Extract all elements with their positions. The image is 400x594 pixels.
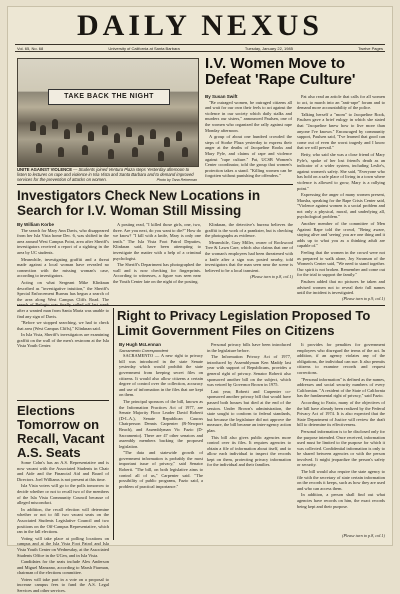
volume-number: Vol. 65, No. 68 [17, 46, 44, 51]
paragraph: The principal sponsors of the bill, known as the Information Practices Act of 1977, are Senate Majority Floor Leader David Roberti (D-L.A.), Senate Republican Caucus Chairperson Dennis Carpenter (R-Newport Beach), and Assemblyman Vic Fazio (D-Sacramento). There are 47 other senators and assembly members backing the proposed legislation. [119, 398, 203, 449]
photo-caption: UNITE AGAINST VIOLENCE — Students joined Ventura Plaza steps Yesterday afternoon to listen to lectures on rape and violence in Isla Vista and Santa Barbara and to demand improved services for the prevention of attacks on women. [17, 167, 194, 182]
paragraph: "Personal information" is defined as the names, addresses and social security numbers of every Californian. "A resident of the State of California has the fundamental right of privacy," said Fazio. [297, 376, 385, 399]
privacy-headline: Right to Privacy Legislation Proposed To Limit Government Files on Citizens [117, 308, 371, 338]
elections-headline: Elections Tomorrow on Recall, Vacant A.S. Seats [17, 403, 105, 460]
paragraph: A posting read, "I killed those girls, one, two, three. Are you next, do you want to die?" How do we know? "I kill with a knife, Mary is only one tenth." The Isla Vista Foot Patrol Deputies, Klinknan said, have been attempting to investigate the matter with a help of a criminal psychologist. [113, 222, 201, 261]
newspaper-page [7, 6, 393, 594]
photo-credit: Photo by Tana Reineman [156, 178, 197, 182]
paragraph: Candidates for the seats include Alex Anderson and Miguel Manzano, according to Marsh Fiarman, chairman of the elections committee. [17, 559, 109, 576]
caption-text: Students joined Ventura Plaza steps Yesterday afternoon to listen to lectures on rape and violence in Isla Vista and Santa Barbara and to demand improved services for the prevention of attacks on women. [17, 167, 194, 182]
paragraph: Voting will take place at polling locations on campus and at the Isla Vista Foot Patrol and Isla Vista Youth Center on Wednesday, at the Associated Students Office in the UCen, and in Isla Vista. [17, 535, 109, 558]
paragraph: In Isla Vista, Sheriff's investigators are examining graffiti on the wall of the men's restroom at the Isla Vista Youth Center. [17, 332, 109, 349]
paragraph: Klinknan, the detective's bureau believes the graffiti is the work of a prankster, but is checking the photographs as evidence. [205, 222, 293, 239]
school-name: University of California at Santa Barbara [108, 46, 180, 51]
paragraph: Voters will take part in a vote on a proposal to increase campus fees to fund the A.S. Legal Services and other services. [17, 576, 109, 594]
paragraph: "Be outraged women, be outraged citizens all and wait for our own their feels to act against the violence in our society which daily stalks and murders our sisters," announced Paulsen, one of the women who organized the rally against rape Monday afternoon. [205, 99, 292, 133]
rally-photo [17, 58, 199, 167]
paragraph: "Before we stopped searching, we had to check that area (West Campus Cliffs)," Klinknan said. [17, 320, 109, 331]
paragraph: It provides for penalties for government employees who disregard the terms of the act. In addition, if an agency violates any of the obligations, the individual can sue. It also permits citizens to examine records and request corrections. [297, 342, 385, 375]
story2-col-1 [17, 222, 109, 349]
paragraph: "The data and statewide growth of government information is probably the most important issue of privacy," said Senator Roberti. "The bill, on both legislative aims to control all of us," Carpenter said. "The possibility of public programs, Fazio said, a problem of practical importance." [119, 450, 203, 489]
paragraph: Personal privacy bills have been introduced in the legislature before. [207, 342, 291, 353]
paragraph: Personal information is to be disclosed only for the purpose intended. Once received, information used must be limited to the purpose for which it was collected. Confidential information is only to be shared between agencies or with the person involved. It might jeopardize the person's safety or security. [297, 428, 385, 468]
paragraph: Talking herself a "mom" to Jacqueline Rook, Paulsen gave a brief eulogy in which she stated that "Jacqueline knew how to live more than anyone I've known." Encouraged by community support, Paulsen said, "I've learned that good can come out of even the worst tragedy and I know that we will prevail." [297, 111, 385, 151]
lead-byline: By Susan Swift [205, 94, 238, 99]
paragraph: Meanwhile, Gary Miller, owner of Rockwood Tree & Lawn Care, which also claims that one of the woman's employees had been threatened with a knife after a sign was posted nearby, told investigators that the man seen near the scene is believed to be a local transient. [205, 239, 293, 273]
lead-story-col-2 [297, 94, 385, 304]
paragraph: This bill also gives public agencies more control over its files. It requires agencies to obtain a file of information about itself, and to allow each individual to inspect the records kept on them, protecting privacy information for the individual and their families. [207, 434, 291, 468]
continued-note: (Please turn to p.8, col.1) [342, 533, 385, 538]
story2-col-3 [205, 222, 293, 302]
paragraph: In addition, the recall election will determine whether or not to fill two vacant seats on the Associated Students Legislative Council and two positions on the Off-Campus Representative, which ran in the fall elections. [17, 506, 109, 535]
page-count: Twelve Pages [358, 46, 383, 51]
paragraph: SACRAMENTO — A new right to privacy bill was introduced in the state Senate yesterday which would prohibit the state government from keeping secret files on citizens. It would also allow citizens a certain degree of control over the collection, accuracy and use of information in the files that are kept on them. [119, 353, 203, 398]
paragraph: The search for Mary Ann Davis, who disappeared from her Isla Vista home Dec. 6, was shifted in the area around West Campus Point, area after Sheriff's investigators received a report of a sighting in the area by UC students. [17, 227, 109, 255]
paragraph: Meanwhile, investigating graffiti and a threat made against a local woman have revealed no connection with the missing woman's case, according to investigators. [17, 256, 109, 279]
rally-banner: TAKE BACK THE NIGHT [48, 89, 170, 105]
continued-note: (Please turn to p.8, col.1) [250, 274, 293, 280]
story3-col-2 [207, 342, 291, 540]
story3-col-1 [119, 342, 203, 540]
divider [17, 305, 385, 306]
investigators-headline: Investigators Check New Locations in Search for I.V. Woman Still Missing [17, 188, 261, 218]
paragraph: The Sheriff's Department has photographed the wall and is now checking for fingerprints. According to witnesses, a figure was seen near the Youth Center late on the night of the posting. [113, 262, 201, 284]
masthead-title: DAILY NEXUS [76, 9, 323, 42]
lead-headline: I.V. Women Move to Defeat 'Rape Culture' [205, 55, 356, 88]
issue-date: Tuesday, January 22, 1985 [244, 46, 293, 51]
caption-label: UNITE AGAINST VIOLENCE [17, 167, 72, 172]
story2-col-2 [113, 222, 201, 302]
paragraph: Betty, who said she was a close friend of Mary Pyle's, spoke of her lost friend's death as an indicator of a wider system, including Leslie's, against women's safety. She said, "Everyone who has hold on a safe place of living in a town where violence is allowed to grow, Mary is a rallying point." [297, 151, 385, 191]
paragraph: Feeling that the women in the crowd were not as prepared to walk alone, Joy Swanson of the Women's Center said, "We need to stand together. Our spirit is not broken. Remember and come out for the trial to support the family." [297, 250, 385, 278]
paragraph: Another member of the committee of Men Against Rape told the crowd, "Being aware, staying alive and 'seeing' you are one thing and it adds up to what you as a thinking adult are capable of." [297, 221, 385, 249]
paragraph: Paulsen added that no pictures be taken and advised women not to reveal their full names until the incident is investigated. [297, 279, 385, 296]
story4-col-1 [17, 460, 109, 594]
story3-col-3 [297, 342, 385, 532]
masthead [7, 10, 393, 42]
dateline [15, 44, 385, 52]
lead-continued [297, 296, 385, 304]
story3-continued [297, 533, 385, 540]
story2-byline: By William Korbe [17, 222, 54, 227]
paragraph: Expressing the anger of many women present, Marsha, speaking for the Rape Crisis Center said, "Violence against women is a social problem and not only a physical, moral, and underlying all, psychological problem." [297, 192, 385, 220]
column-divider [113, 308, 114, 540]
story3-byline-sub: Sacramento Correspondent [119, 347, 169, 353]
paragraph: A group of about one hundred crowded the steps of Storke Plaza yesterday to express their anger at the deaths of Jacqueline Rooks and Mary Pyle, and claims of rape and violence against "rape culture." Pat, UCSB Women's Center coordinator, told the group that women's protection takes a stand. "Killing women can be forgotten without punishing the offenders." [205, 134, 292, 179]
continued-note: (Please turn to p.9, col.1) [342, 296, 385, 301]
lead-story-col-1 [205, 94, 292, 178]
paragraph: Some Cohn's has an A.S. Representative and is now vacant with the Associated Students in Chair and Aide and the Financial Aid and Board of Directors. Joel Williams is not present at this time. [17, 460, 109, 482]
divider [17, 184, 293, 185]
paragraph: Pat also read an article that calls for all women to act, to march into an "anti-rape" forum and to demand more accountability of the police. [297, 94, 385, 111]
paragraph: According to Fazio, many of the objectives of the bill have already been realized by the Federal Privacy Act of 1974. It is also expected that the State Department of Justice will review the draft bill to determine its effectiveness. [297, 399, 385, 428]
paragraph: The Information Privacy Act of 1977, introduced by Assemblyman Ken Maddy last year with support of Republicans, provides a general right of privacy. Senator Roberti also sponsored another bill on the subject, which was vetoed by Governor Brown in 1975. [207, 354, 291, 388]
paragraph: Last year, Roberti and Carpenter co-sponsored another privacy bill that would have passed both houses but died at the end of the session. Under Brown's administration, the state sought to conform to federal standards, but because the legislature did not approve the measure, the bill became an inter-agency action plan. [207, 388, 291, 433]
paragraph: In addition, a person shall find out what agencies have records on him, the exact records being kept and their purpose. [297, 492, 385, 509]
paragraph: Acting on what Sergeant Mike Klinknan described as "investigative intuition," the Sheriff's Special Enforcement Bureau has begun a search of the area along West Campus Cliffs Road. The after a wanted man from Santa Maria was unable to find any sign of Davis. [17, 279, 109, 319]
paragraph: Isla Vista voters will go to the polls tomorrow to decide whether or not to recall two of the members of the Isla Vista Community Council because of alleged misconduct. [17, 483, 109, 506]
divider [17, 400, 109, 401]
story3-byline: By Hugh McLennan [119, 342, 162, 347]
paragraph: The bill would also require the state agency to file with the secretary of state certain information on the records it keeps, such as how they are used and who can access them. [297, 469, 385, 491]
